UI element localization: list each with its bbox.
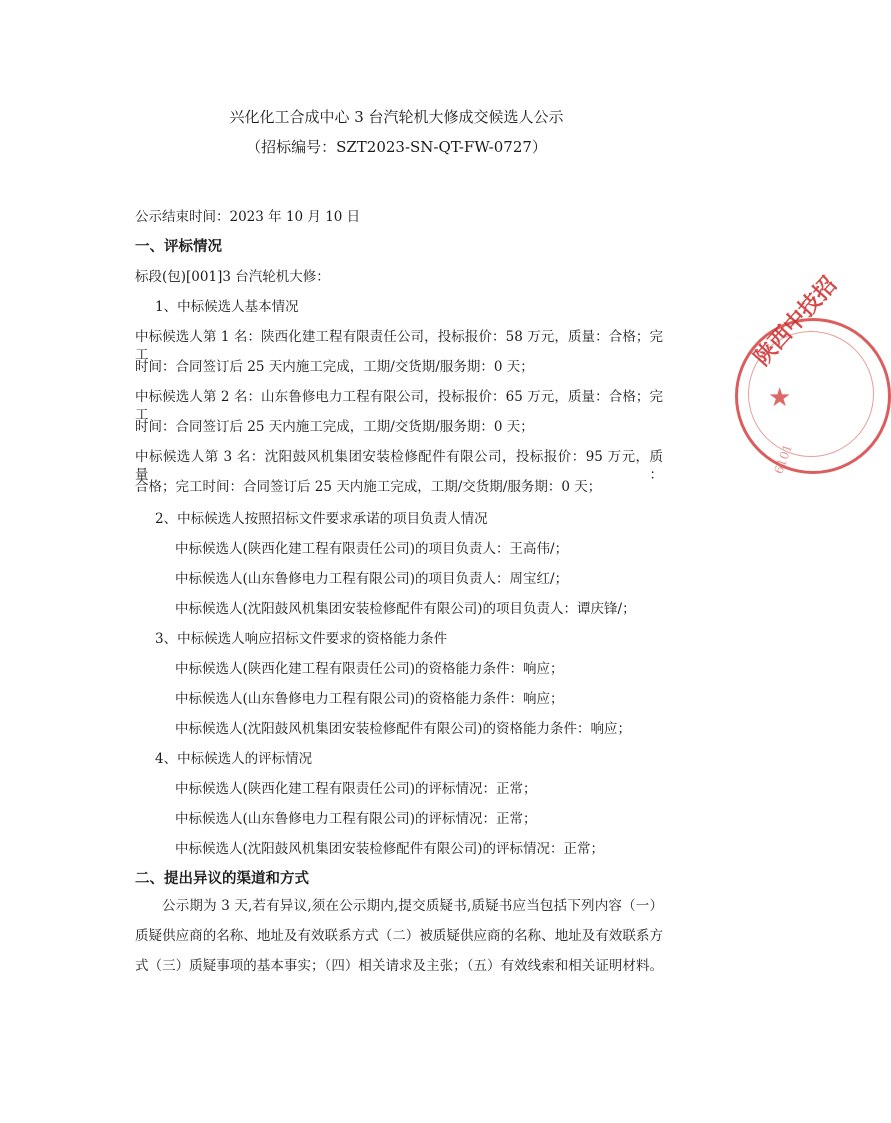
candidate-1-line-2: 时间：合同签订后 25 天内施工完成，工期/交货期/服务期：0 天； <box>135 359 534 375</box>
subsection-1-heading: 1、中标候选人基本情况 <box>155 299 299 315</box>
evaluation-item: 中标候选人(陕西化建工程有限责任公司)的评标情况：正常； <box>175 781 537 797</box>
lot-label: 标段(包)[001]3 台汽轮机大修： <box>135 269 330 285</box>
tender-number: （招标编号：SZT2023-SN-QT-FW-0727） <box>246 138 547 156</box>
project-manager-item: 中标候选人(山东鲁修电力工程有限公司)的项目负责人：周宝红/； <box>175 571 569 587</box>
qualification-item: 中标候选人(陕西化建工程有限责任公司)的资格能力条件：响应； <box>175 661 564 677</box>
seal-text: 陕西中技招 <box>748 271 842 372</box>
objection-line-1: 公示期为 3 天,若有异议,须在公示期内,提交质疑书,质疑书应当包括下列内容（一） <box>162 898 663 914</box>
objection-line-3: 式（三）质疑事项的基本事实；（四）相关请求及主张；（五）有效线索和相关证明材料。 <box>135 958 663 974</box>
seal-star-icon: ★ <box>768 383 792 413</box>
document-title: 兴化化工合成中心 3 台汽轮机大修成交候选人公示 <box>229 108 564 126</box>
publicity-end-time: 公示结束时间：2023 年 10 月 10 日 <box>135 209 361 225</box>
subsection-2-heading: 2、中标候选人按照招标文件要求承诺的项目负责人情况 <box>155 511 488 527</box>
qualification-item: 中标候选人(山东鲁修电力工程有限公司)的资格能力条件：响应； <box>175 691 564 707</box>
project-manager-item: 中标候选人(陕西化建工程有限责任公司)的项目负责人：王高伟/； <box>175 541 569 557</box>
candidate-3-line-2: 合格；完工时间：合同签订后 25 天内施工完成，工期/交货期/服务期：0 天； <box>135 479 602 495</box>
objection-line-2: 质疑供应商的名称、地址及有效联系方式（二）被质疑供应商的名称、地址及有效联系方 <box>135 928 663 944</box>
subsection-3-heading: 3、中标候选人响应招标文件要求的资格能力条件 <box>155 631 448 647</box>
seal-edge-digits: 6101 <box>771 442 796 476</box>
evaluation-item: 中标候选人(山东鲁修电力工程有限公司)的评标情况：正常； <box>175 811 537 827</box>
candidate-2-line-2: 时间：合同签订后 25 天内施工完成，工期/交货期/服务期：0 天； <box>135 419 534 435</box>
candidate-3-line-1: 中标候选人第 3 名：沈阳鼓风机集团安装检修配件有限公司，投标报价：95 万元，质量： <box>135 449 663 483</box>
evaluation-item: 中标候选人(沈阳鼓风机集团安装检修配件有限公司)的评标情况：正常； <box>175 841 605 857</box>
candidate-1-line-1: 中标候选人第 1 名：陕西化建工程有限责任公司，投标报价：58 万元，质量：合格；完工 <box>135 329 663 363</box>
section-2-heading: 二、提出异议的渠道和方式 <box>135 871 309 887</box>
subsection-4-heading: 4、中标候选人的评标情况 <box>155 751 313 767</box>
qualification-item: 中标候选人(沈阳鼓风机集团安装检修配件有限公司)的资格能力条件：响应； <box>175 721 632 737</box>
project-manager-item: 中标候选人(沈阳鼓风机集团安装检修配件有限公司)的项目负责人：谭庆锋/； <box>175 601 636 617</box>
official-seal <box>735 271 891 474</box>
section-1-heading: 一、评标情况 <box>135 239 222 255</box>
candidate-2-line-1: 中标候选人第 2 名：山东鲁修电力工程有限公司，投标报价：65 万元，质量：合格；完工 <box>135 389 663 423</box>
